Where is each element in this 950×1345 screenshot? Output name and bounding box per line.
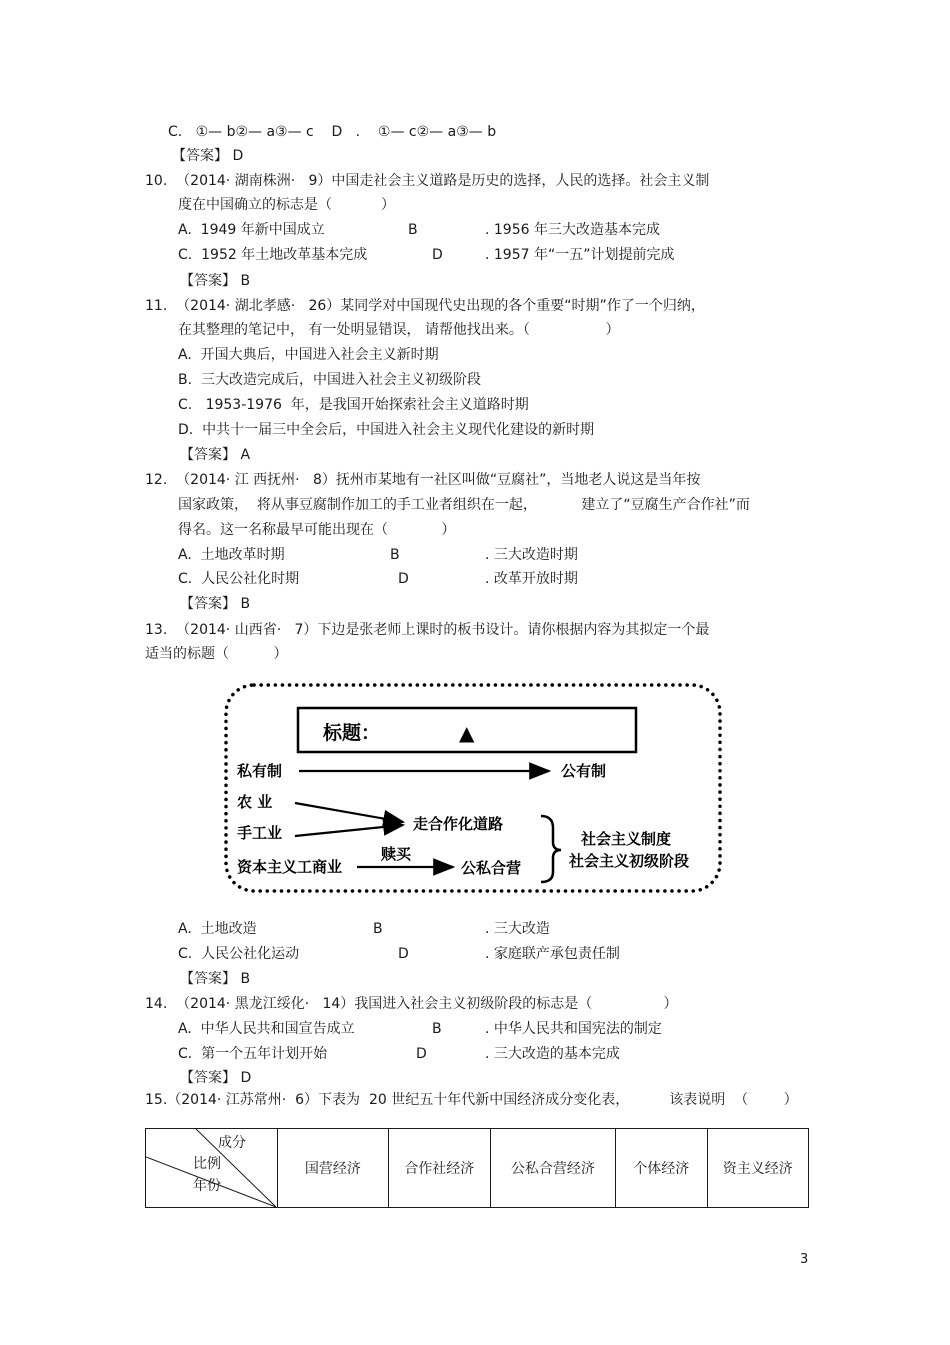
q12-stem-line3: 得名。这一名称最早可能出现在（ ） [178,522,456,538]
q10-stem-line2: 度在中国确立的标志是（ ） [178,197,395,213]
table-corner-cell [146,1129,278,1208]
q11-option-a: A. 开国大典后，中国进入社会主义新时期 [178,347,439,363]
q12-option-c: C. 人民公社化时期 [178,571,300,587]
q13-option-b: . 三大改造 [485,921,550,937]
diagram-title-mark: ▲ [459,721,475,745]
q10-option-d: . 1957 年“一五”计划提前完成 [485,247,675,263]
label-buyout: 赎买 [381,845,412,863]
q12-option-d-letter: D [398,571,409,587]
col-individual-economy: 个体经济 [616,1129,707,1208]
q10-option-b-letter: B [408,222,418,238]
q11-stem-line1: 11. （2014· 湖北孝感· 26）某同学对中国现代史出现的各个重要“时期”作了一个归纳， [145,298,705,314]
q11-stem-line2: 在其整理的笔记中， 有一处明显错误， 请帮他找出来。（ ） [178,322,620,338]
corner-label-component: 成分 [218,1135,246,1151]
q9-answer: 【答案】 D [172,148,244,164]
q13-stem-line2: 适当的标题（ ） [145,646,288,662]
q11-option-c: C. 1953-1976 年，是我国开始探索社会主义道路时期 [178,397,529,413]
q14-option-c: C. 第一个五年计划开始 [178,1046,328,1062]
q14-option-b: . 中华人民共和国宪法的制定 [485,1021,662,1037]
blackboard-diagram [223,682,723,894]
q14-option-b-letter: B [432,1021,442,1037]
label-cooperation: 走合作化道路 [413,815,504,833]
economy-table [145,1128,809,1208]
q13-option-d-letter: D [398,946,409,962]
label-handicraft: 手工业 [237,824,283,842]
q12-stem-line2: 国家政策， 将从事豆腐制作加工的手工业者组织在一起， 建立了“豆腐生产合作社”而 [178,497,750,513]
label-agriculture: 农 业 [237,793,273,811]
q9-option-c-d: C. ①— b②— a③— c D . ①— c②— a③— b [168,124,497,140]
diagram-title: 标题： [323,722,381,744]
arrow-agriculture [295,803,403,822]
q12-option-b: . 三大改造时期 [485,547,578,563]
label-primary-stage: 社会主义初级阶段 [569,852,690,870]
q11-option-b: B. 三大改造完成后，中国进入社会主义初级阶段 [178,372,481,388]
q12-option-b-letter: B [390,547,400,563]
q13-option-d: . 家庭联产承包责任制 [485,946,620,962]
q10-stem-line1: 10. （2014· 湖南株洲· 9）中国走社会主义道路是历史的选择，人民的选择。社会主义制 [145,173,710,189]
corner-label-year: 年份 [193,1178,221,1194]
label-public: 公有制 [561,762,607,780]
q10-option-a: A. 1949 年新中国成立 [178,222,325,238]
q10-option-c: C. 1952 年土地改革基本完成 [178,247,368,263]
q15-stem-line1: 15.（2014· 江苏常州· 6）下表为 20 世纪五十年代新中国经济成分变化表， 该表说明 （ ） [145,1092,798,1108]
q11-answer: 【答案】 A [180,447,251,463]
q12-option-a: A. 土地改革时期 [178,547,285,563]
col-capitalist-economy: 资主义经济 [707,1129,808,1208]
col-cooperative-economy: 合作社经济 [389,1129,490,1208]
q12-stem-line1: 12. （2014· 江 西抚州· 8）抚州市某地有一社区叫做“豆腐社”，当地老人说这是当年按 [145,472,701,488]
corner-label-ratio: 比例 [193,1156,221,1172]
col-joint-economy: 公私合营经济 [490,1129,616,1208]
arrow-handicraft [295,825,403,836]
q11-option-d: D. 中共十一届三中全会后，中国进入社会主义现代化建设的新时期 [178,422,595,438]
label-private: 私有制 [237,762,283,780]
q12-option-d: . 改革开放时期 [485,571,578,587]
q10-option-d-letter: D [432,247,443,263]
q13-stem-line1: 13. （2014· 山西省· 7）下边是张老师上课时的板书设计。请你根据内容为其拟定一个最 [145,622,710,638]
col-state-economy: 国营经济 [277,1129,389,1208]
q14-option-d-letter: D [416,1046,427,1062]
q14-option-d: . 三大改造的基本完成 [485,1046,620,1062]
q10-answer: 【答案】 B [180,273,251,289]
label-socialist-system: 社会主义制度 [581,830,672,848]
q13-option-a: A. 土地改造 [178,921,257,937]
label-joint-venture: 公私合营 [461,859,522,877]
q10-option-b: . 1956 年三大改造基本完成 [485,222,660,238]
q14-stem-line1: 14. （2014· 黑龙江绥化· 14）我国进入社会主义初级阶段的标志是（ ） [145,996,678,1012]
q13-option-c: C. 人民公社化运动 [178,946,300,962]
table-header-row [146,1129,809,1208]
q14-answer: 【答案】 D [180,1070,252,1086]
q13-answer: 【答案】 B [180,971,251,987]
label-capitalist: 资本主义工商业 [237,858,343,876]
q14-option-a: A. 中华人民共和国宣告成立 [178,1021,355,1037]
page-number: 3 [800,1252,809,1267]
q13-option-b-letter: B [373,921,383,937]
q12-answer: 【答案】 B [180,596,251,612]
curly-brace [541,816,561,882]
